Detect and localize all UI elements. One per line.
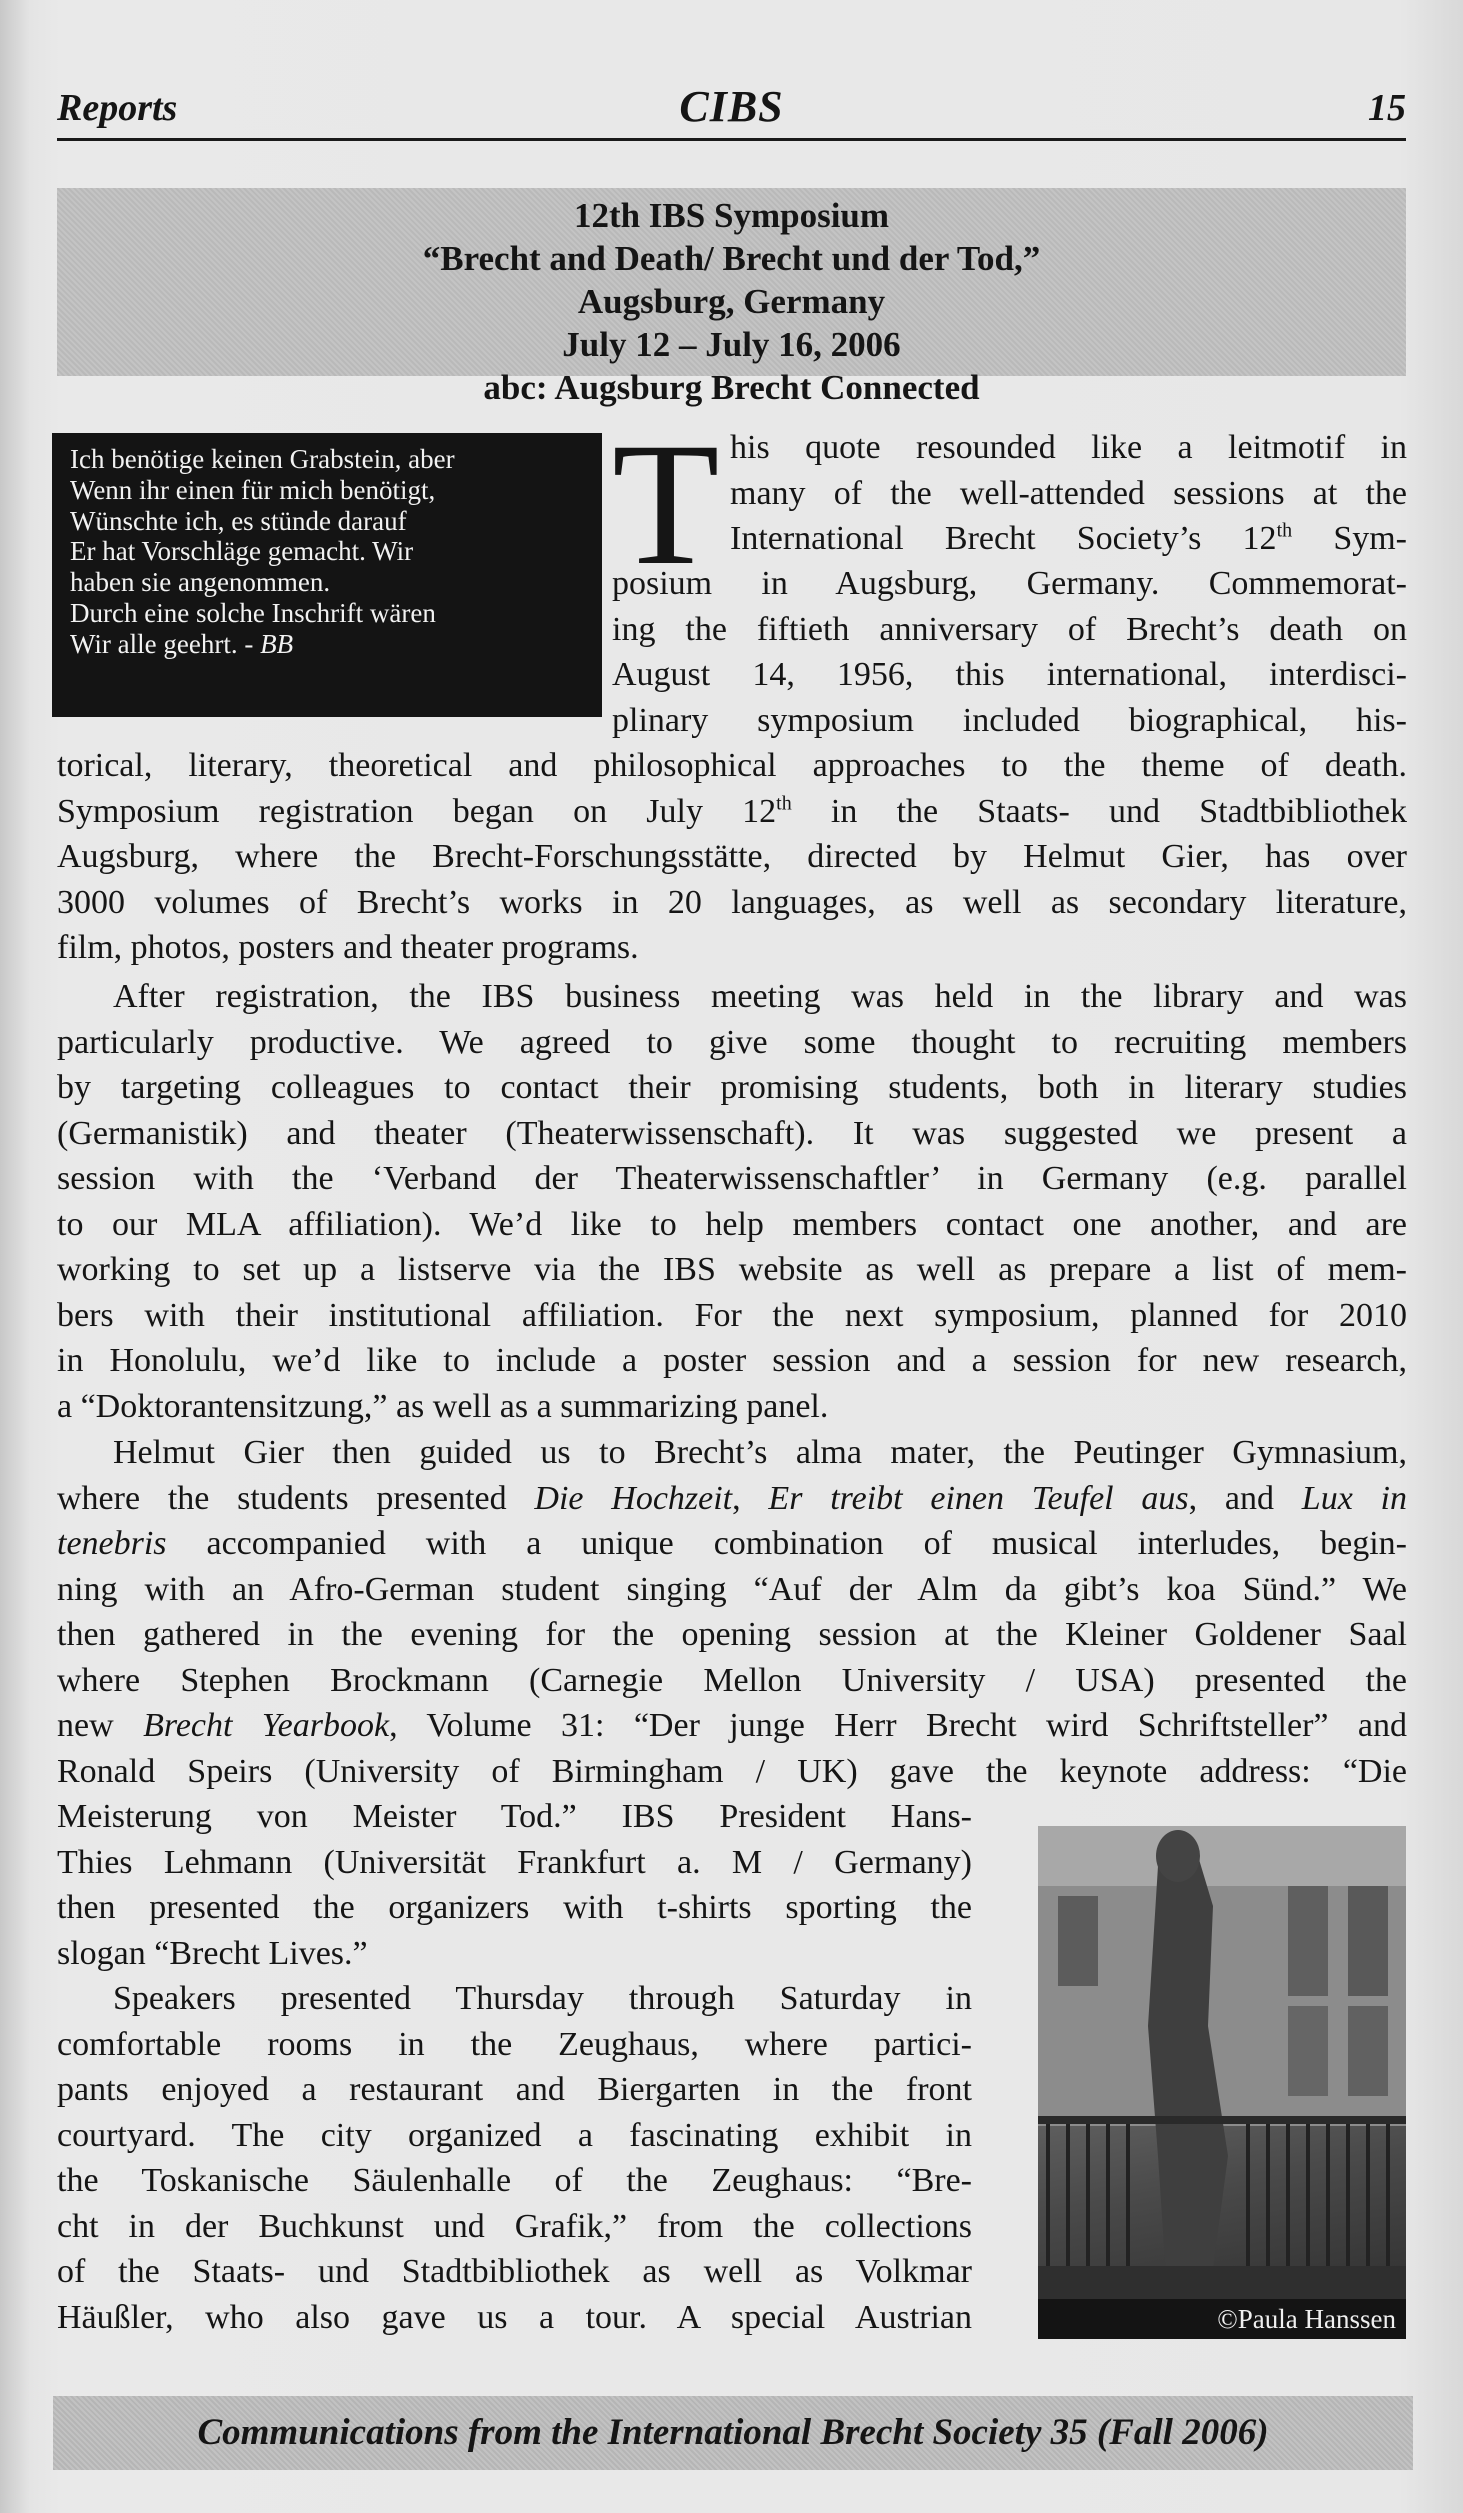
text-fragment: , and: [1188, 1479, 1302, 1517]
title-line: Augsburg, Germany: [577, 282, 886, 321]
text-line: ing the fiftieth anniversary of Brecht’s death on: [612, 610, 1407, 648]
text-line: [57, 1703, 1407, 1749]
text-fragment: new: [57, 1707, 144, 1744]
text-line: (Germanistik) and theater (Theaterwissenschaft). It was suggested we present a: [57, 1114, 1407, 1152]
paragraph-3: [57, 1430, 1407, 1794]
text-line: 3000 volumes of Brecht’s works in 20 languages, as well as secondary literature,: [57, 883, 1407, 921]
text-line: a “Doktorantensitzung,” as well as a summarizing panel.: [57, 1387, 829, 1425]
text-line: of the Staats- und Stadtbibliothek as well as Volkmar: [57, 2253, 972, 2290]
paragraph-1-middle: [612, 561, 1407, 743]
article-title: [57, 194, 1406, 409]
paragraph-3-end: [57, 1794, 972, 1976]
photo-illustration: [1038, 1826, 1406, 2315]
text-line: film, photos, posters and theater programs.: [57, 929, 639, 966]
poem-line: [70, 629, 602, 660]
running-header: [57, 78, 1406, 141]
text-fragment: accompanied with a unique combination of musical interludes, begin-: [166, 1525, 1407, 1562]
text-line: slogan “Brecht Lives.”: [57, 1934, 368, 1972]
text-line: Augsburg, where the Brecht-Forschungsstätte, directed by Helmut Gier, has over: [57, 838, 1407, 875]
text-line: by targeting colleagues to contact their promising students, both in literary studies: [57, 1069, 1407, 1106]
text-line: cht in der Buchkunst und Grafik,” from the collections: [57, 2207, 972, 2245]
text-line: then gathered in the evening for the opening session at the Kleiner Goldener Saal: [57, 1616, 1407, 1653]
text-line: Meisterung von Meister Tod.” IBS President Hans-: [57, 1798, 972, 1835]
text-line: bers with their institutional affiliation. For the next symposium, planned for 2010: [57, 1296, 1407, 1334]
paragraph-1-top: [730, 425, 1407, 562]
text-line: [730, 516, 1407, 562]
text-line: where Stephen Brockmann (Carnegie Mellon University / USA) presented the: [57, 1661, 1407, 1699]
text-line: Speakers presented Thursday through Saturday in: [113, 1980, 972, 2017]
play-title: Er treibt einen Teufel aus: [768, 1479, 1189, 1517]
title-line: abc: Augsburg Brecht Connected: [483, 368, 980, 407]
text-line: many of the well-attended sessions at the: [730, 474, 1407, 512]
text-line: in Honolulu, we’d like to include a poster session and a session for new research,: [57, 1342, 1407, 1379]
title-line: “Brecht and Death/ Brecht und der Tod,”: [422, 239, 1041, 278]
paragraph-4: [57, 1976, 972, 2340]
text-line: posium in Augsburg, Germany. Commemorat-: [612, 565, 1407, 602]
play-title: Die Hochzeit: [534, 1479, 733, 1517]
book-title: Brecht Yearbook: [143, 1707, 390, 1744]
text-fragment: International Brecht Society’s 12: [730, 520, 1277, 557]
text-line: particularly productive. We agreed to give some thought to recruiting members: [57, 1023, 1407, 1061]
poem-signature: BB: [260, 628, 294, 659]
section-label: Reports: [57, 87, 178, 129]
text-line: [57, 789, 1407, 835]
text-line: his quote resounded like a leitmotif in: [730, 429, 1407, 466]
text-line: After registration, the IBS business meeting was held in the library and was: [113, 978, 1407, 1015]
play-title: tenebris: [57, 1525, 167, 1562]
poem-epigraph: [52, 433, 602, 717]
text-line: [57, 1521, 1407, 1567]
poem-line: Er hat Vorschläge gemacht. Wir: [70, 536, 414, 567]
text-fragment: Sym-: [1292, 520, 1407, 557]
text-fragment: , Volume 31: “Der junge Herr Brecht wird Schriftsteller” and: [389, 1707, 1407, 1744]
poem-line: Wünschte ich, es stünde darauf: [70, 505, 407, 536]
poem-line: haben sie angenommen.: [70, 567, 331, 598]
poem-last-line: Wir alle geehrt. -: [70, 628, 261, 659]
text-line: Häußler, who also gave us a tour. A special Austrian: [57, 2298, 972, 2336]
poem-line: Durch eine solche Inschrift wären: [70, 597, 436, 628]
text-line: plinary symposium included biographical, his-: [612, 701, 1407, 739]
text-line: courtyard. The city organized a fascinating exhibit in: [57, 2116, 972, 2154]
play-title: Lux in: [1301, 1479, 1408, 1517]
text-line: [57, 1476, 1407, 1522]
text-fragment: where the students presented: [57, 1479, 535, 1517]
page-number: 15: [1368, 87, 1406, 129]
journal-title: CIBS: [679, 82, 784, 131]
superscript: th: [1276, 519, 1293, 542]
text-line: to our MLA affiliation). We’d like to help members contact one another, and are: [57, 1205, 1407, 1243]
text-fragment: Symposium registration began on July 12: [57, 792, 777, 830]
text-line: August 14, 1956, this international, interdisci-: [612, 656, 1407, 693]
text-line: comfortable rooms in the Zeughaus, where partici-: [57, 2025, 972, 2063]
text-line: torical, literary, theoretical and philosophical approaches to the theme of death.: [57, 747, 1407, 784]
text-line: session with the ‘Verband der Theaterwissenschaftler’ in Germany (e.g. parallel: [57, 1160, 1407, 1197]
text-line: Helmut Gier then guided us to Brecht’s alma mater, the Peutinger Gymnasium,: [113, 1434, 1407, 1471]
text-line: Thies Lehmann (Universität Frankfurt a. M / Germany): [57, 1843, 972, 1881]
title-line: July 12 – July 16, 2006: [562, 325, 901, 364]
photo-brecht-statue: [1038, 1826, 1406, 2315]
text-line: working to set up a listserve via the IBS website as well as prepare a list of mem-: [57, 1251, 1407, 1288]
title-line: 12th IBS Symposium: [573, 196, 890, 235]
superscript: th: [776, 792, 792, 815]
paragraph-2: [57, 974, 1407, 1429]
poem-line: Wenn ihr einen für mich benötigt,: [70, 474, 436, 505]
text-line: then presented the organizers with t-shirts sporting the: [57, 1889, 972, 1926]
poem-line: Ich benötige keinen Grabstein, aber: [70, 444, 455, 474]
text-line: ning with an Afro-German student singing “Auf der Alm da gibt’s koa Sünd.” We: [57, 1570, 1407, 1608]
text-line: pants enjoyed a restaurant and Biergarten in the front: [57, 2071, 972, 2108]
drop-cap: T: [612, 407, 720, 602]
paragraph-1-bottom: [57, 743, 1407, 971]
text-line: Ronald Speirs (University of Birmingham / UK) gave the keynote address: “Die: [57, 1752, 1407, 1790]
text-fragment: in the Staats- und Stadtbibliothek: [791, 792, 1407, 830]
text-fragment: ,: [732, 1479, 769, 1517]
footer-banner: Communications from the International Brecht Society 35 (Fall 2006): [53, 2396, 1413, 2470]
photo-caption: ©Paula Hanssen: [1038, 2299, 1406, 2339]
text-line: the Toskanische Säulenhalle of the Zeughaus: “Bre-: [57, 2162, 972, 2199]
